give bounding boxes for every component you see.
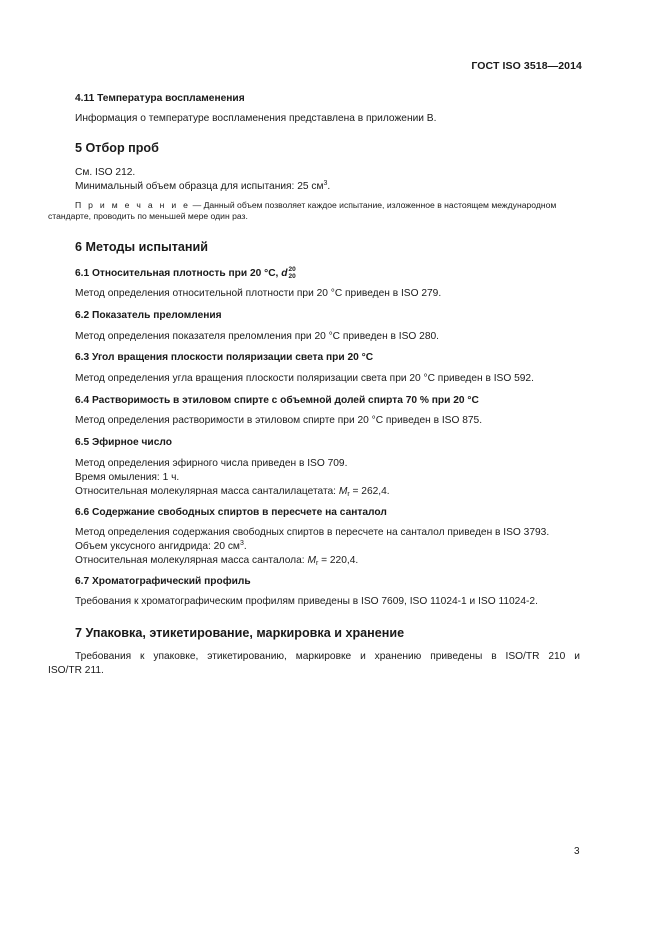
paragraph-6-5-line-3: Относительная молекулярная масса санталилацетата: $M_r = 262,4$.: [75, 486, 390, 498]
section-7-heading: 7 Упаковка, этикетирование, маркировка и хранение: [75, 626, 405, 640]
paragraph-6-2: Метод определения показателя преломления при 20 °С приведен в ISO 280.: [75, 331, 439, 342]
section-5-note-cont: стандарте, проводить по меньшей мере один раз.: [48, 211, 248, 221]
page-number: 3: [574, 846, 580, 857]
section-5-note: П р и м е ч а н и е — Данный объем позволяет каждое испытание, изложенное в настоящем международном: [75, 200, 557, 210]
heading-6-4: 6.4 Растворимость в этиловом спирте с объемной долей спирта 70 % при 20 °С: [75, 395, 479, 406]
paragraph-6-5-line-2: Время омыления: 1 ч.: [75, 472, 180, 483]
density-fraction: 20 20: [288, 266, 296, 280]
heading-6-3: 6.3 Угол вращения плоскости поляризации света при 20 °С: [75, 352, 374, 363]
heading-6-1: 6.1 Относительная плотность при 20 °С, d 20 20: [75, 266, 296, 280]
paragraph-6-3: Метод определения угла вращения плоскости поляризации света при 20 °С приведен в ISO 592.: [75, 373, 534, 384]
section-5-line-2: Минимальный объем образца для испытания: 25 $см^3$.: [75, 180, 331, 192]
paragraph-6-6-line-2: Объем уксусного ангидрида: 20 $см^3$.: [75, 540, 247, 552]
section-5-line-1: См. ISO 212.: [75, 167, 136, 178]
section-7-line-1: Требования к упаковке, этикетированию, маркировке и хранению приведены в ISO/TR 210 и: [75, 651, 580, 662]
heading-6-7: 6.7 Хроматографический профиль: [75, 576, 251, 587]
paragraph-6-1: Метод определения относительной плотности при 20 °С приведен в ISO 279.: [75, 288, 442, 299]
heading-4-11: 4.11 Температура воспламенения: [75, 93, 245, 104]
heading-6-2: 6.2 Показатель преломления: [75, 310, 222, 321]
paragraph-4-11: Информация о температуре воспламенения представлена в приложении В.: [75, 113, 437, 124]
paragraph-6-7: Требования к хроматографическим профилям приведены в ISO 7609, ISO 11024-1 и ISO 11024-2.: [75, 596, 538, 607]
paragraph-6-5-line-1: Метод определения эфирного числа приведен в ISO 709.: [75, 458, 348, 469]
section-5-heading: 5 Отбор проб: [75, 141, 159, 155]
section-6-heading: 6 Методы испытаний: [75, 240, 208, 254]
paragraph-6-4: Метод определения растворимости в этиловом спирте при 20 °С приведен в ISO 875.: [75, 415, 483, 426]
heading-6-6: 6.6 Содержание свободных спиртов в пересчете на санталол: [75, 507, 387, 518]
document-id-header: ГОСТ ISO 3518—2014: [471, 60, 582, 72]
note-label: П р и м е ч а н и е: [75, 200, 191, 210]
section-7-line-2: ISO/TR 211.: [48, 665, 104, 676]
paragraph-6-6-line-3: Относительная молекулярная масса санталола: $M_r = 220,4$.: [75, 555, 359, 567]
heading-6-5: 6.5 Эфирное число: [75, 437, 172, 448]
paragraph-6-6-line-1: Метод определения содержания свободных спиртов в пересчете на санталол приведен в ISO 3793.: [75, 527, 550, 538]
